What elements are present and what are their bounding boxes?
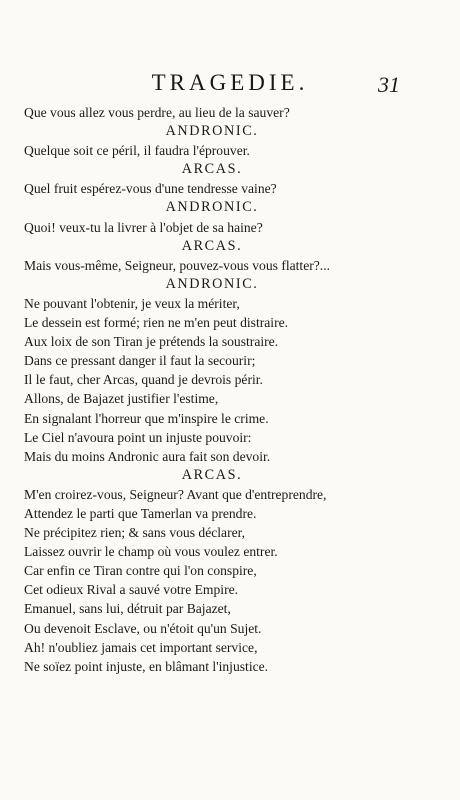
- verse-line: Il le faut, cher Arcas, quand je devrois périr.: [24, 372, 263, 388]
- verse-line: Mais du moins Andronic aura fait son devoir.: [24, 448, 271, 464]
- verse-line: Dans ce pressant danger il faut la secourir;: [24, 353, 256, 369]
- verse-line: Emanuel, sans lui, détruit par Bajazet,: [24, 601, 231, 617]
- verse-line: Laissez ouvrir le champ où vous voulez entrer.: [24, 544, 278, 560]
- verse-line: Ah! n'oubliez jamais cet important service,: [24, 639, 258, 655]
- verse-line: Cet odieux Rival a sauvé votre Empire.: [24, 582, 239, 598]
- speaker-name: ANDRONIC.: [165, 275, 259, 292]
- verse-line: Quel fruit espérez-vous d'une tendresse vaine?: [24, 181, 277, 197]
- verse-line: Allons, de Bajazet justifier l'estime,: [24, 391, 219, 407]
- verse-line: Attendez le parti que Tamerlan va prendre.: [24, 505, 257, 521]
- page-header: [0, 70, 460, 100]
- verse-line: Ne pouvant l'obtenir, je veux la mériter,: [24, 295, 240, 311]
- verse-line: Quelque soit ce péril, il faudra l'éprouver.: [24, 143, 250, 159]
- verse-line: Quoi! veux-tu la livrer à l'objet de sa haine?: [24, 219, 263, 235]
- verse-line: Car enfin ce Tiran contre qui l'on conspire,: [24, 563, 257, 579]
- verse-line: Aux loix de son Tiran je prétends la soustraire.: [24, 334, 279, 350]
- verse-line: Ne soïez point injuste, en blâmant l'injustice.: [24, 658, 269, 674]
- verse-line: M'en croirez-vous, Seigneur? Avant que d'entreprendre,: [24, 486, 327, 502]
- play-text: [22, 103, 402, 676]
- verse-line: Ne précipitez rien; & sans vous déclarer,: [24, 525, 246, 541]
- verse-line: Ou devenoit Esclave, ou n'étoit qu'un Sujet.: [24, 620, 262, 636]
- speaker-name: ARCAS.: [181, 161, 243, 178]
- verse-line: Que vous allez vous perdre, au lieu de la sauver?: [24, 105, 290, 120]
- verse-line: En signalant l'horreur que m'inspire le crime.: [24, 410, 269, 426]
- verse-line: Le Ciel n'avoura point un injuste pouvoir:: [24, 429, 252, 445]
- verse-line: Le dessein est formé; rien ne m'en peut distraire.: [24, 315, 289, 331]
- speaker-name: ARCAS.: [181, 466, 243, 483]
- running-title: TRAGEDIE.: [151, 70, 309, 95]
- speaker-name: ANDRONIC.: [165, 199, 259, 216]
- page-number: 31: [378, 72, 400, 97]
- verse-line: Mais vous-même, Seigneur, pouvez-vous vous flatter?...: [24, 257, 330, 273]
- speaker-name: ARCAS.: [181, 237, 243, 254]
- speaker-name: ANDRONIC.: [165, 123, 259, 140]
